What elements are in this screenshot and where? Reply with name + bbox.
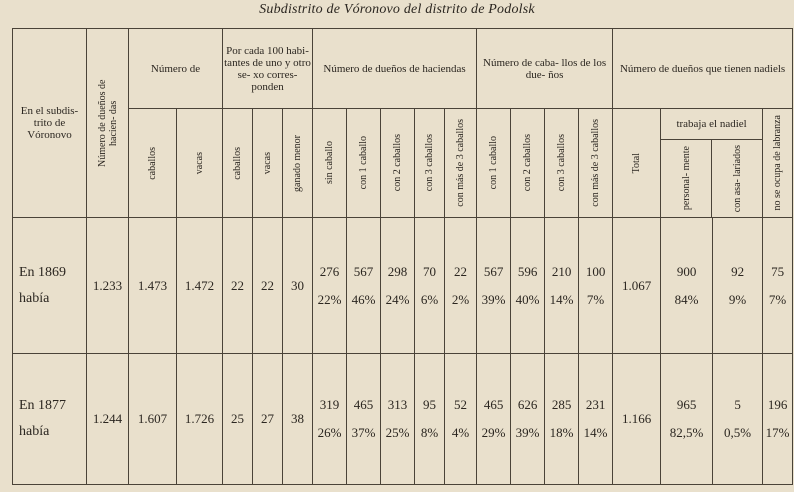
cell-percent: 9% — [728, 291, 747, 307]
cell-total: 1.067 — [613, 218, 661, 354]
table-row — [13, 218, 793, 354]
cell-c-m3 — [579, 218, 613, 354]
cell-value: 95 — [423, 397, 437, 412]
cell-h-m3 — [445, 354, 477, 485]
sub-header-pc-vacas — [253, 109, 283, 218]
sub-header-vacas — [177, 109, 223, 218]
cell-value: 900 — [676, 263, 697, 279]
cell-nolab — [763, 354, 793, 485]
cell-h-2 — [381, 354, 415, 485]
sub-header-asalariados — [712, 140, 762, 217]
cell-value: 70 — [423, 263, 437, 279]
cell-value: 465 — [483, 397, 504, 412]
cell-h-1 — [347, 354, 381, 485]
cell-value: 92 — [731, 263, 745, 279]
cell-value: 5 — [734, 397, 741, 412]
cell-h-3 — [415, 218, 445, 354]
cell-value: 567 — [353, 263, 374, 279]
cell-value: 965 — [676, 397, 697, 412]
cell-percent: 14% — [549, 291, 574, 307]
por-cada-header: Por cada 100 habi- tantes de uno y otro se- xo corres- ponden — [223, 29, 313, 109]
cell-h-sin — [313, 218, 347, 354]
cell-percent: 18% — [549, 425, 574, 440]
sub-header-text: con asa- lariados — [731, 144, 743, 213]
cell-c-1 — [477, 218, 511, 354]
sub-header-personalmente — [661, 140, 712, 217]
sub-header-no-labranza — [763, 109, 793, 218]
cell-value: 196 — [767, 397, 788, 412]
sub-header-text: con más de 3 caballos — [455, 119, 467, 207]
row-label-1877 — [13, 354, 87, 485]
sub-header-text: caballos — [147, 146, 158, 180]
sub-header-c-con-3 — [545, 109, 579, 218]
cell-value: 319 — [319, 397, 340, 412]
cell-percent: 46% — [351, 291, 376, 307]
cell-value: 285 — [551, 397, 572, 412]
sub-header-text: caballos — [232, 146, 243, 180]
sub-header-h-con-mas3 — [445, 109, 477, 218]
cell-value: 276 — [319, 263, 340, 279]
cell-caballos: 1.607 — [129, 354, 177, 485]
table-title: Subdistrito de Vóronovo del distrito de Podolsk — [259, 2, 535, 17]
cell-pers — [661, 218, 713, 354]
sub-header-text: vacas — [262, 151, 273, 175]
cell-c-3 — [545, 354, 579, 485]
cell-caballos: 1.473 — [129, 218, 177, 354]
cell-pc-caballos: 25 — [223, 354, 253, 485]
cell-h-2 — [381, 218, 415, 354]
cell-percent: 40% — [515, 291, 540, 307]
sub-header-h-con-2 — [381, 109, 415, 218]
cell-pc-caballos: 22 — [223, 218, 253, 354]
trabaja-wrapper — [661, 109, 762, 217]
cell-owners: 1.244 — [87, 354, 129, 485]
cell-percent: 2% — [451, 291, 470, 307]
cell-value: 626 — [517, 397, 538, 412]
cell-c-3 — [545, 218, 579, 354]
owners-header-text: Número de dueños de hacien- das — [96, 79, 119, 167]
cell-vacas: 1.472 — [177, 218, 223, 354]
cell-c-2 — [511, 218, 545, 354]
caballos-duenos-header: Número de caba- llos de los due- ños — [477, 29, 613, 109]
sub-header-caballos — [129, 109, 177, 218]
cell-value: 231 — [585, 397, 606, 412]
sub-header-total — [613, 109, 661, 218]
sub-header-text: vacas — [194, 151, 205, 175]
cell-percent: 39% — [515, 425, 540, 440]
sub-header-text: con 3 caballos — [556, 134, 568, 192]
row-label-1869 — [13, 218, 87, 354]
cell-pc-vacas: 22 — [253, 218, 283, 354]
cell-h-sin — [313, 354, 347, 485]
sub-header-text: con 1 caballo — [488, 136, 500, 190]
sub-header-pc-caballos — [223, 109, 253, 218]
sub-header-h-con-3 — [415, 109, 445, 218]
cell-h-m3 — [445, 218, 477, 354]
cell-value: 210 — [551, 263, 572, 279]
duenos-nadiel-header: Número de dueños que tienen nadiels — [613, 29, 793, 109]
sub-header-text: ganado menor — [292, 134, 303, 192]
sub-header-text: sin caballo — [324, 141, 336, 185]
trabaja-sub — [661, 140, 762, 217]
cell-percent: 37% — [351, 425, 376, 440]
cell-percent: 7% — [586, 291, 605, 307]
cell-asal — [713, 354, 763, 485]
cell-pc-ganado: 38 — [283, 354, 313, 485]
table-row — [13, 354, 793, 485]
trabaja-header: trabaja el nadiel — [661, 109, 762, 140]
cell-value: 596 — [517, 263, 538, 279]
cell-value: 298 — [387, 263, 408, 279]
sub-header-text: con 2 caballos — [522, 134, 534, 192]
row-label-year: En 1869 — [19, 264, 67, 280]
cell-owners: 1.233 — [87, 218, 129, 354]
sub-header-text: no se ocupa de labranza — [772, 115, 784, 211]
cell-c-1 — [477, 354, 511, 485]
cell-value: 100 — [585, 263, 606, 279]
sub-header-text: con 2 caballos — [392, 134, 404, 192]
cell-percent: 4% — [451, 425, 470, 440]
cell-pc-vacas: 27 — [253, 354, 283, 485]
cell-percent: 82,5% — [669, 425, 704, 440]
cell-percent: 22% — [317, 291, 342, 307]
cell-percent: 6% — [420, 291, 439, 307]
cell-h-3 — [415, 354, 445, 485]
sub-header-text: Total — [631, 152, 643, 174]
cell-value: 313 — [387, 397, 408, 412]
cell-percent: 17% — [765, 425, 790, 440]
sub-header-text: personal- mente — [680, 146, 692, 211]
cell-value: 567 — [483, 263, 504, 279]
sub-header-text: con 3 caballos — [424, 134, 436, 192]
cell-c-2 — [511, 354, 545, 485]
cell-value: 52 — [454, 397, 468, 412]
cell-pers — [661, 354, 713, 485]
cell-asal — [713, 218, 763, 354]
row-label-year: En 1877 — [19, 398, 67, 413]
sub-header-c-con-2 — [511, 109, 545, 218]
corner-header: En el subdis- trito de Vóronovo — [13, 29, 87, 218]
sub-header-c-con-1 — [477, 109, 511, 218]
cell-percent: 7% — [768, 291, 787, 307]
row-label-habia: había — [19, 290, 50, 306]
cell-percent: 8% — [420, 425, 439, 440]
cell-h-1 — [347, 218, 381, 354]
cell-percent: 25% — [385, 425, 410, 440]
cell-percent: 29% — [481, 425, 506, 440]
cell-percent: 0,5% — [724, 425, 752, 440]
cell-pc-ganado: 30 — [283, 218, 313, 354]
numero-de-header: Número de — [129, 29, 223, 109]
cell-vacas: 1.726 — [177, 354, 223, 485]
cell-value: 465 — [353, 397, 374, 412]
cell-percent: 26% — [317, 425, 342, 440]
row-label-habia: había — [19, 424, 50, 439]
cell-percent: 14% — [583, 425, 608, 440]
cell-value: 75 — [771, 263, 785, 279]
cell-c-m3 — [579, 354, 613, 485]
duenos-haciendas-header: Número de dueños de haciendas — [313, 29, 477, 109]
cell-percent: 39% — [481, 291, 506, 307]
cell-percent: 24% — [385, 291, 410, 307]
cell-total: 1.166 — [613, 354, 661, 485]
cell-percent: 84% — [674, 291, 699, 307]
cell-nolab — [763, 218, 793, 354]
sub-header-text: con más de 3 caballos — [590, 119, 602, 207]
sub-header-pc-ganado — [283, 109, 313, 218]
trabaja-group — [661, 109, 763, 218]
sub-header-c-con-mas3 — [579, 109, 613, 218]
statistics-table — [12, 28, 793, 485]
sub-header-text: con 1 caballo — [358, 136, 370, 190]
sub-header-sin-caballo — [313, 109, 347, 218]
owners-header — [87, 29, 129, 218]
cell-value: 22 — [454, 263, 468, 279]
sub-header-h-con-1 — [347, 109, 381, 218]
